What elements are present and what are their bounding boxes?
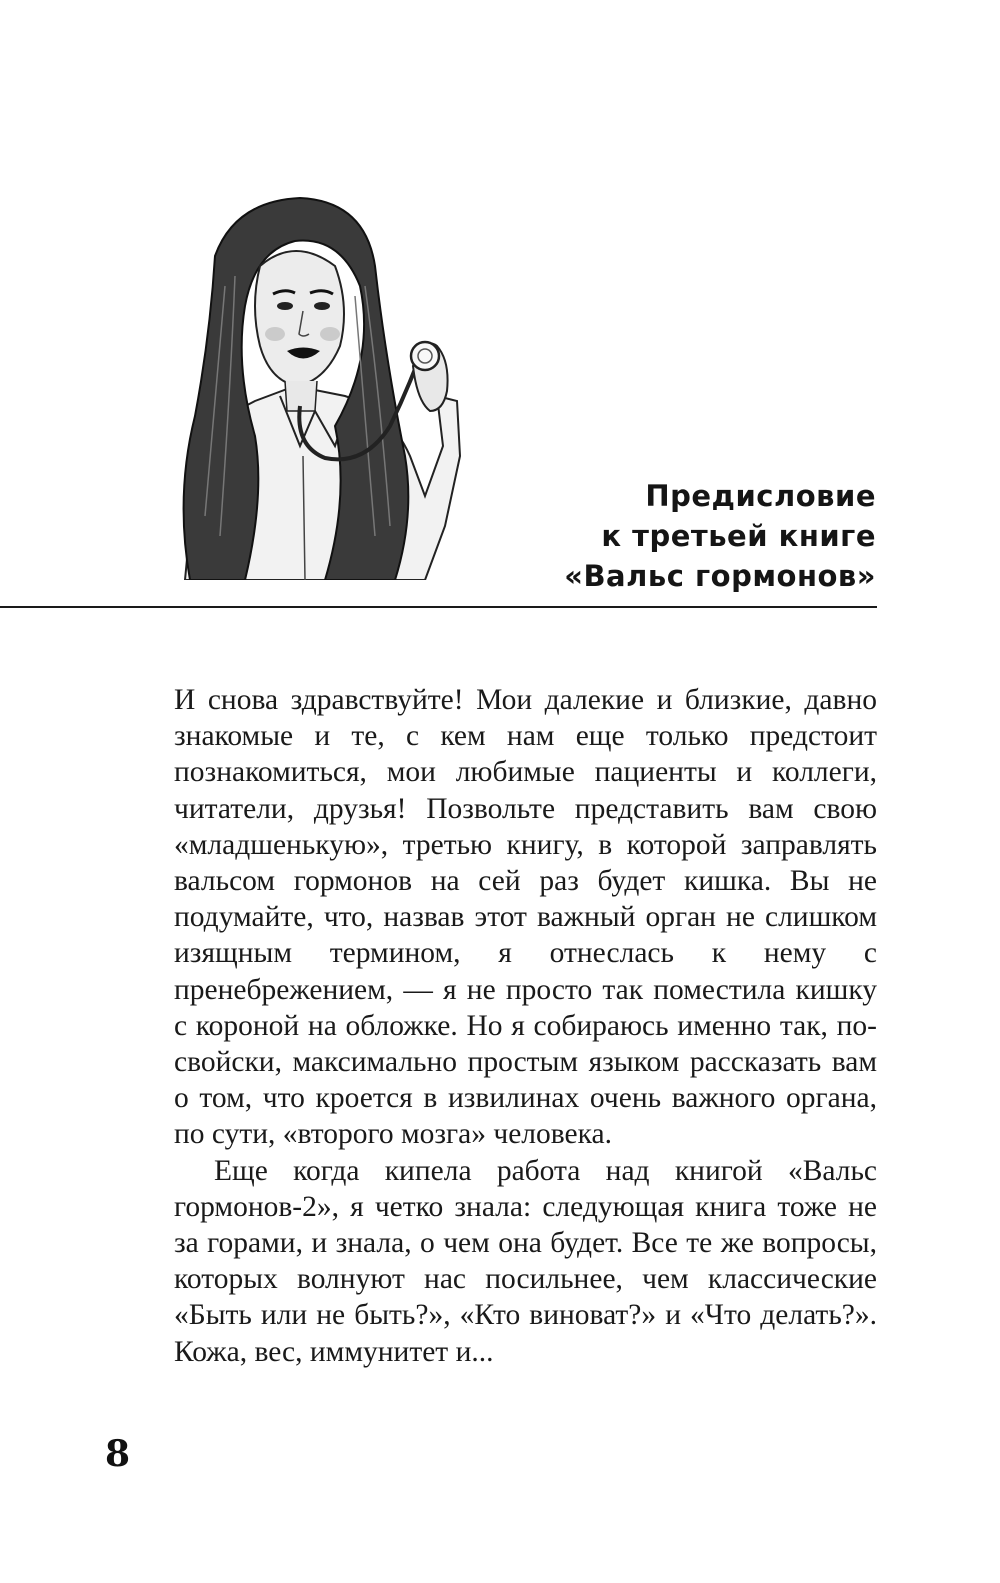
chapter-title-line-2: к третьей книге [601, 519, 876, 553]
paragraph-2: Еще когда кипела работа над книгой «Вальс гормонов-2», я четко знала: следующая книга тоже не за горами, и знала, о чем она будет. Все те же вопросы, которых волнуют нас посильнее, чем классические «Быть или не быть?», «Кто виноват?» и «Что делать?». Кожа, вес, иммунитет и... [174, 1154, 877, 1368]
chapter-title-line-1: Предисловие [645, 479, 876, 513]
chapter-title [564, 476, 876, 596]
chapter-title-line-3: «Вальс гормонов» [564, 559, 876, 593]
body-text [174, 682, 877, 1370]
doctor-illustration [175, 196, 470, 580]
paragraph-1: И снова здравствуйте! Мои далекие и близкие, давно знакомые и те, с кем нам еще только предстоит познакомиться, мои любимые пациенты и коллеги, читатели, друзья! Позвольте представить вам свою «младшенькую», третью книгу, в которой заправлять вальсом гормонов на сей раз будет кишка. Вы не подумайте, что, назвав этот важный орган не слишком изящным термином, я отнеслась к нему с пренебрежением, — я не просто так поместила кишку с короной на обложке. Но я собираюсь именно так, по-свойски, максимально простым языком рассказать вам о том, что кроется в извилинах очень важного органа, по сути, «второго мозга» человека. [174, 684, 877, 1151]
page-number: 8 [105, 1433, 131, 1475]
heading-divider [0, 606, 877, 608]
doctor-with-stethoscope-icon [175, 196, 470, 580]
